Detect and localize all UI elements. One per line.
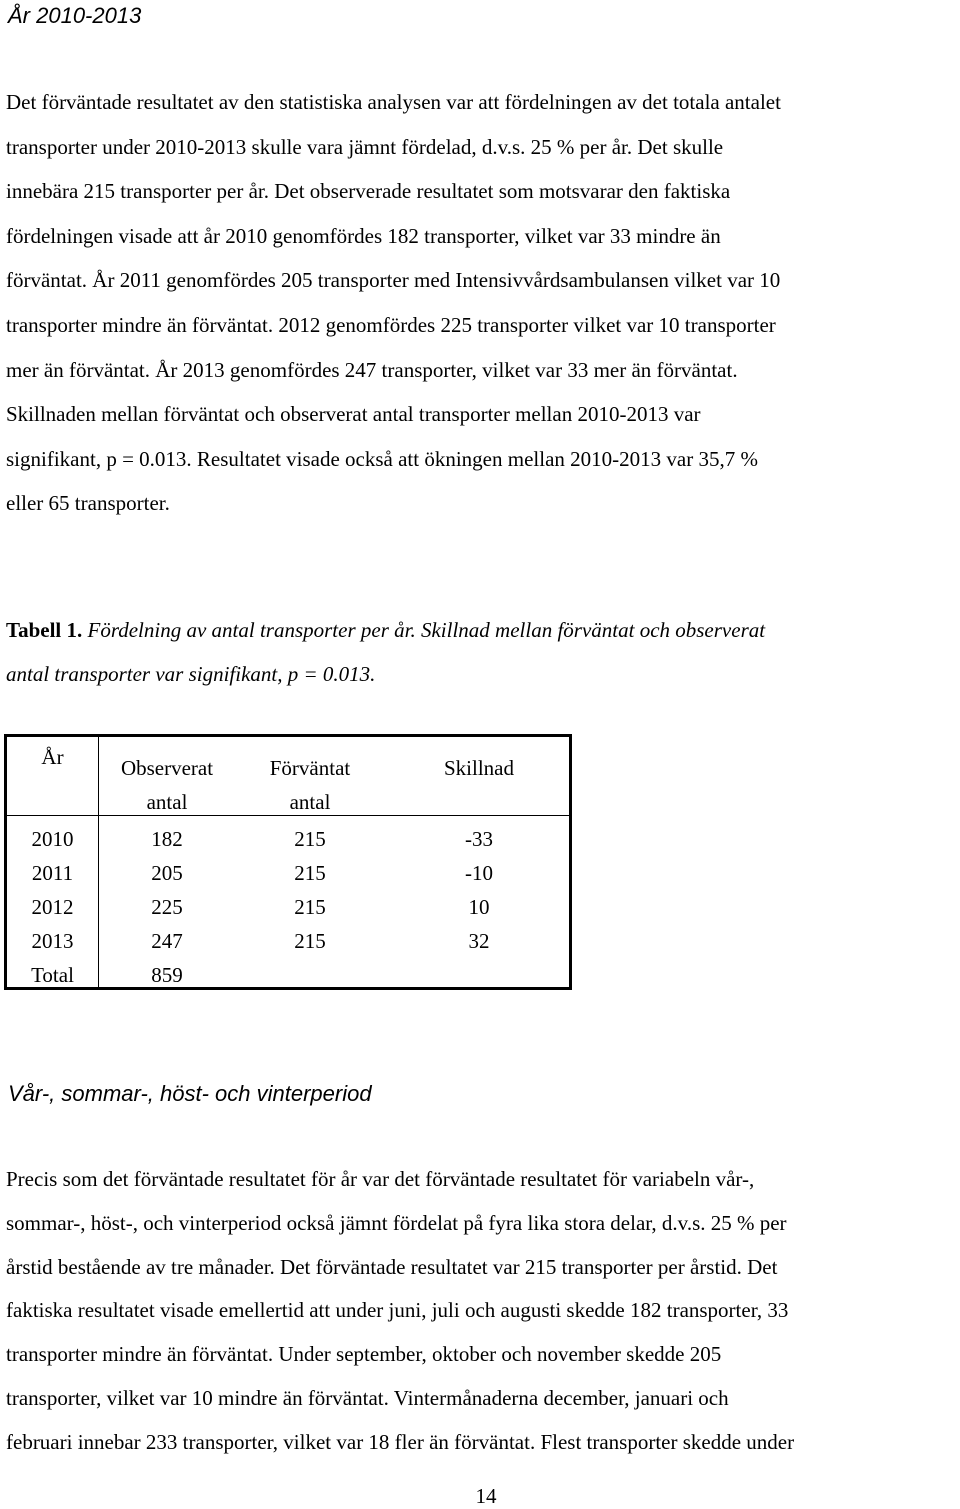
text-line: förväntat. År 2011 genomfördes 205 transporter med Intensivvårdsambulansen vilket var 10 <box>6 268 781 293</box>
cell-year: 2013 <box>31 929 74 953</box>
cell-year: 2010 <box>31 827 74 851</box>
cell-observed: 182 <box>151 827 183 851</box>
text-line: signifikant, p = 0.013. Resultatet visade också att ökningen mellan 2010-2013 var 35,7 % <box>6 446 758 471</box>
cell-difference: 10 <box>468 895 490 919</box>
cell-observed: 247 <box>151 929 183 953</box>
cell-year: 2012 <box>31 895 74 919</box>
caption-text: Fördelning av antal transporter per år. Skillnad mellan förväntat och observerat <box>82 618 766 642</box>
header-observed: Observerat <box>120 756 214 780</box>
caption-label: Tabell 1. <box>6 618 83 642</box>
section-heading-years: År 2010-2013 <box>8 3 142 28</box>
table-column-divider <box>98 737 99 987</box>
paragraph-seasons <box>6 1158 794 1465</box>
text-line: februari innebar 233 transporter, vilket var 18 fler än förväntat. Flest transporter skedde under <box>6 1429 795 1454</box>
text-line: transporter, vilket var 10 mindre än förväntat. Vintermånaderna december, januari och <box>6 1385 729 1410</box>
header-difference: Skillnad <box>443 756 514 780</box>
cell-observed: 225 <box>151 895 183 919</box>
cell-expected: 215 <box>294 827 326 851</box>
table-header-divider <box>7 815 569 816</box>
text-line: mer än förväntat. År 2013 genomfördes 247 transporter, vilket var 33 mer än förväntat. <box>6 357 738 382</box>
cell-expected: 215 <box>294 861 326 885</box>
text-line: innebära 215 transporter per år. Det observerade resultatet som motsvarar den faktiska <box>6 179 731 204</box>
cell-expected: 215 <box>294 929 326 953</box>
section-heading-seasons: Vår-, sommar-, höst- och vinterperiod <box>8 1081 372 1106</box>
cell-observed: 859 <box>151 963 183 987</box>
text-line: Skillnaden mellan förväntat och observerat antal transporter mellan 2010-2013 var <box>6 402 701 427</box>
cell-difference: -33 <box>465 827 493 851</box>
cell-year: Total <box>31 963 74 987</box>
text-line: årstid bestående av tre månader. Det förväntade resultatet var 215 transporter per årstid. Det <box>6 1254 778 1279</box>
text-line: Det förväntade resultatet av den statistiska analysen var att fördelningen av det totala antalet <box>6 90 781 114</box>
text-line: transporter under 2010-2013 skulle vara jämnt fördelad, d.v.s. 25 % per år. Det skulle <box>6 134 724 159</box>
text-line: fördelningen visade att år 2010 genomfördes 182 transporter, vilket var 33 mindre än <box>6 223 721 248</box>
distribution-table <box>4 734 572 990</box>
paragraph-years <box>6 80 781 526</box>
header-expected-unit: antal <box>289 790 331 814</box>
cell-year: 2011 <box>31 861 74 885</box>
cell-expected: 215 <box>294 895 326 919</box>
header-observed-unit: antal <box>146 790 188 814</box>
header-year: År <box>41 745 64 769</box>
header-expected: Förväntat <box>269 756 351 780</box>
cell-observed: 205 <box>151 861 183 885</box>
caption-line <box>6 608 765 652</box>
page-number: 14 <box>475 1484 497 1508</box>
text-line: Precis som det förväntade resultatet för år var det förväntade resultatet för variabeln vår-, <box>6 1167 755 1191</box>
caption-line: antal transporter var signifikant, p = 0.013. <box>6 662 376 686</box>
text-line: faktiska resultatet visade emellertid att under juni, juli och augusti skedde 182 transporter, 33 <box>6 1298 789 1323</box>
text-line: transporter mindre än förväntat. 2012 genomfördes 225 transporter vilket var 10 transporter <box>6 312 776 337</box>
cell-difference: -10 <box>465 861 493 885</box>
text-line: eller 65 transporter. <box>6 491 170 516</box>
text-line: sommar-, höst-, och vinterperiod också jämnt fördelat på fyra lika stora delar, d.v.s. 25 % per <box>6 1210 787 1235</box>
table-caption <box>6 608 765 696</box>
cell-difference: 32 <box>468 929 490 953</box>
text-line: transporter mindre än förväntat. Under september, oktober och november skedde 205 <box>6 1342 722 1367</box>
